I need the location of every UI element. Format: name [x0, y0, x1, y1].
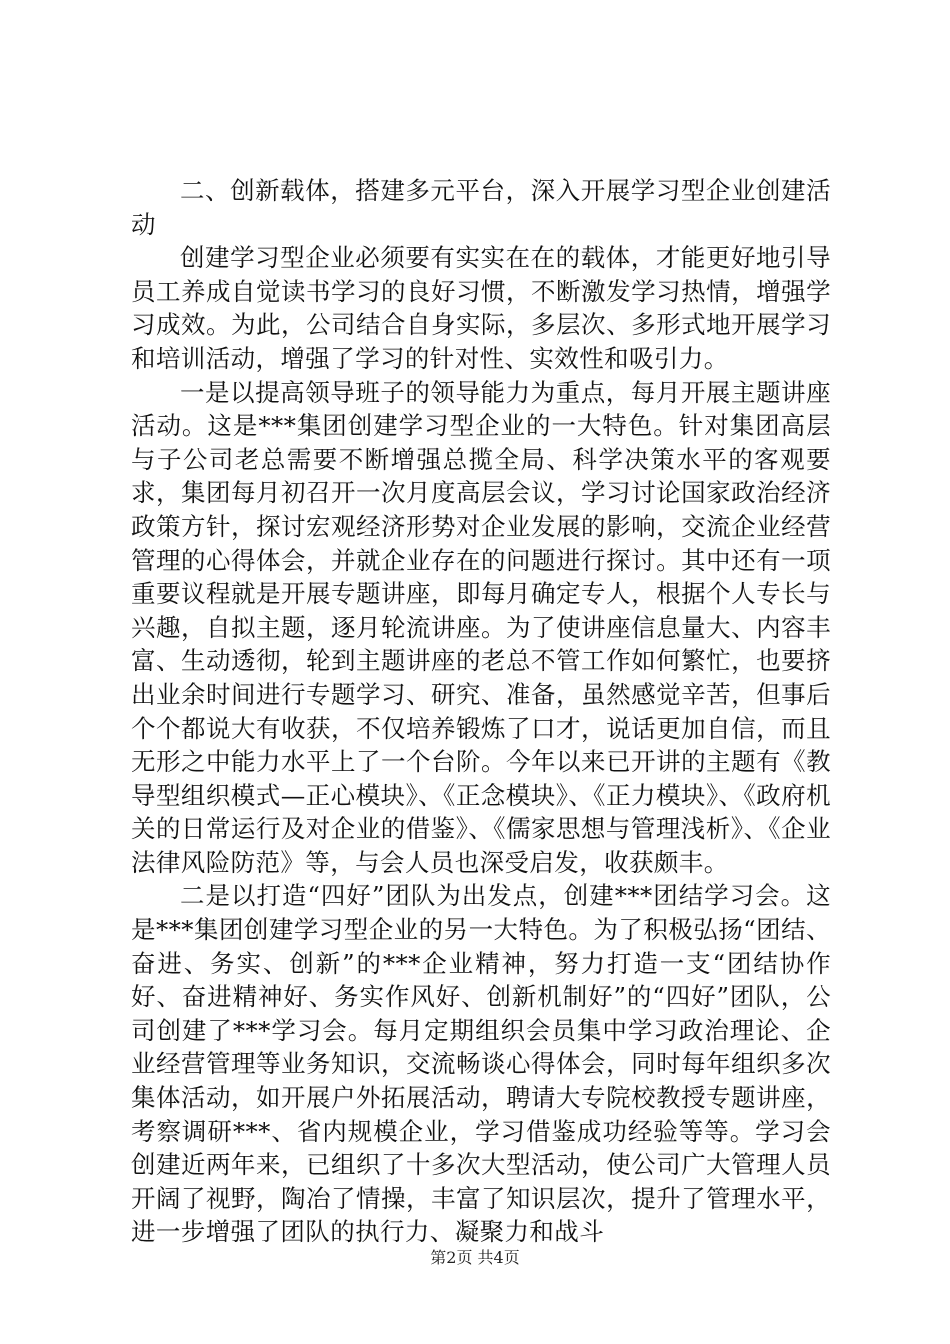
paragraph-study-group: 二是以打造“四好”团队为出发点，创建***团结学习会。这是***集团创建学习型企业的另一大特色。为了积极弘扬“团结、奋进、务实、创新”的***企业精神，努力打造一支“团结协作好、奋进精神好、务实作风好、创新机制好”的“四好”团队，公司创建了***学习会。每月定期组织会员集中学习政治理论、企业经营管理等业务知识，交流畅谈心得体会，同时每年组织多次集体活动，如开展户外拓展活动，聘请大专院校教授专题讲座，考察调研***、省内规模企业，学习借鉴成功经验等等。学习会创建近两年来，已组织了十多次大型活动，使公司广大管理人员开阔了视野，陶冶了情操，丰富了知识层次，提升了管理水平，进一步增强了团队的执行力、凝聚力和战斗 — [131, 881, 831, 1247]
page-footer: 第2页 共4页 — [430, 1248, 520, 1267]
document-body — [131, 174, 831, 1249]
section-heading: 二、创新载体，搭建多元平台，深入开展学习型企业创建活动 — [131, 176, 831, 239]
paragraph-lecture-series: 一是以提高领导班子的领导能力为重点，每月开展主题讲座活动。这是***集团创建学习型企业的一大特色。针对集团高层与子公司老总需要不断增强总揽全局、科学决策水平的客观要求，集团每月初召开一次月度高层会议，学习讨论国家政治经济政策方针，探讨宏观经济形势对企业发展的影响，交流企业经营管理的心得体会，并就企业存在的问题进行探讨。其中还有一项重要议程就是开展专题讲座，即每月确定专人，根据个人专长与兴趣，自拟主题，逐月轮流讲座。为了使讲座信息量大、内容丰富、生动透彻，轮到主题讲座的老总不管工作如何繁忙，也要挤出业余时间进行专题学习、研究、准备，虽然感觉辛苦，但事后个个都说大有收获，不仅培养锻炼了口才，说话更加自信，而且无形之中能力水平上了一个台阶。今年以来已开讲的主题有《教导型组织模式—正心模块》、《正念模块》、《正力模块》、《政府机关的日常运行及对企业的借鉴》、《儒家思想与管理浅析》、《企业法律风险防范》等，与会人员也深受启发，收获颇丰。 — [131, 377, 831, 877]
paragraph-intro: 创建学习型企业必须要有实实在在的载体，才能更好地引导员工养成自觉读书学习的良好习惯，不断激发学习热情，增强学习成效。为此，公司结合自身实际，多层次、多形式地开展学习和培训活动，增强了学习的针对性、实效性和吸引力。 — [131, 243, 831, 373]
